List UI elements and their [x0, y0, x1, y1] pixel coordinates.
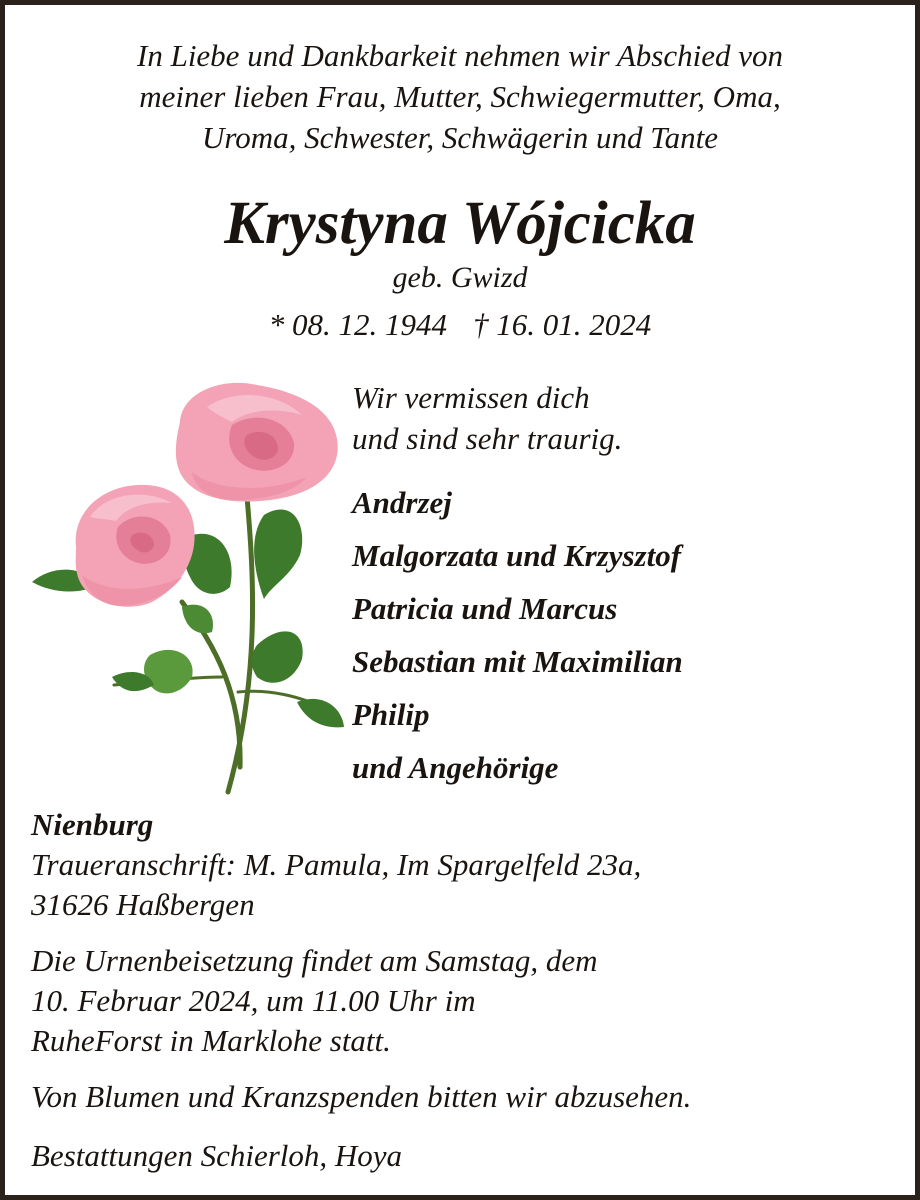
intro-text [5, 35, 915, 158]
burial-line: 10. Februar 2024, um 11.00 Uhr im [31, 983, 476, 1018]
life-dates [5, 305, 915, 345]
mourner-name: Andrzej [352, 485, 452, 520]
burial-info [31, 941, 598, 1061]
mourners-list [352, 476, 683, 794]
rose-leaf [144, 650, 193, 694]
rose-leaf [254, 510, 302, 599]
missing-line: und sind sehr traurig. [352, 421, 623, 456]
flowers-note: Von Blumen und Kranzspenden bitten wir abzusehen. [31, 1079, 692, 1114]
deceased-name: Krystyna Wójcicka [224, 190, 696, 257]
address-line: 31626 Haßbergen [31, 887, 255, 922]
address-line: Traueranschrift: M. Pamula, Im Spargelfeld 23a, [31, 847, 642, 882]
rose-icon [32, 377, 350, 797]
place-name: Nienburg [31, 807, 154, 842]
intro-line: In Liebe und Dankbarkeit nehmen wir Abschied von [137, 38, 783, 73]
missing-text [352, 377, 622, 459]
mourner-name: Malgorzata und Krzysztof [352, 538, 682, 573]
rose-leaf [297, 699, 344, 728]
undertaker-name: Bestattungen Schierloh, Hoya [31, 1138, 403, 1173]
rose-leaf [182, 605, 213, 634]
mourner-name: Philip [352, 697, 430, 732]
burial-line: RuheForst in Marklohe statt. [31, 1023, 391, 1058]
intro-line: Uroma, Schwester, Schwägerin und Tante [201, 120, 719, 155]
mourning-address [31, 845, 641, 925]
intro-line: meiner lieben Frau, Mutter, Schwiegermutter, Oma, [139, 79, 781, 114]
death-date: † 16. 01. 2024 [473, 307, 652, 342]
burial-line: Die Urnenbeisetzung findet am Samstag, dem [31, 943, 598, 978]
mourner-name: und Angehörige [352, 750, 559, 785]
mourner-name: Patricia und Marcus [352, 591, 618, 626]
birth-name: geb. Gwizd [392, 261, 528, 294]
rose-leaf [252, 631, 303, 682]
missing-line: Wir vermissen dich [352, 380, 590, 415]
mourner-name: Sebastian mit Maximilian [352, 644, 683, 679]
birth-date: * 08. 12. 1944 [268, 307, 447, 342]
